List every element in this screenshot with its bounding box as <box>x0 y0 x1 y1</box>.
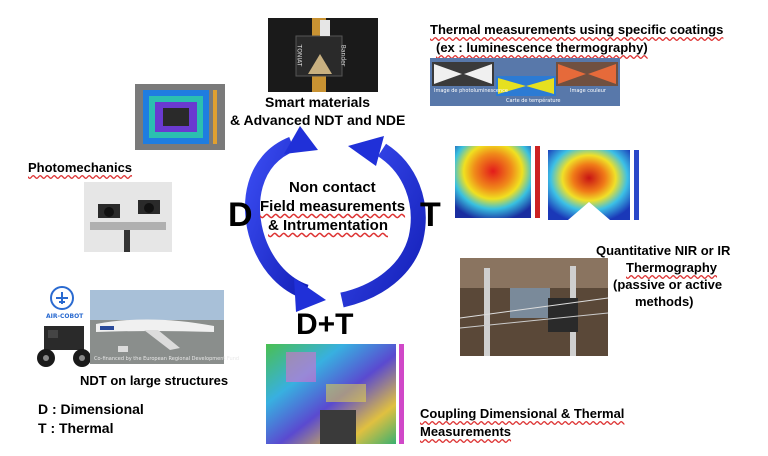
quant-line-2-text: Thermography <box>626 260 718 275</box>
center-line-1: Non contact <box>289 179 376 196</box>
coupling-line-2-text: Measurements <box>420 424 512 439</box>
airport-photo <box>90 290 240 364</box>
legend-dimensional <box>38 401 144 417</box>
sample-label-2: Bander <box>339 44 347 67</box>
airport-graphic <box>90 290 224 364</box>
coupling-field-graphic <box>266 344 408 444</box>
heatmap-right-graphic <box>548 150 642 228</box>
photomechanics-text: Photomechanics <box>28 160 133 175</box>
ir-lab-photo <box>460 258 608 356</box>
ndt-large-label: NDT on large structures <box>80 373 229 388</box>
robot-logo <box>48 286 76 314</box>
heatmap-right <box>548 150 642 228</box>
coating-strip <box>430 58 620 106</box>
coupling-field-map <box>266 344 408 444</box>
quant-line-4: methods) <box>635 294 694 309</box>
cycle-letter-dt: D+T <box>296 308 354 341</box>
coating-caption-right: Image couleur <box>570 88 606 94</box>
stereo-camera-photo <box>84 182 172 252</box>
center-line-2-text: Field measurements <box>260 198 406 215</box>
arrow-right-head <box>348 136 384 166</box>
thermal-coatings-line-2 <box>436 40 648 56</box>
robot-name: AIR-COBOT <box>46 313 84 320</box>
legend-thermal: T : Thermal <box>38 420 114 436</box>
stereo-camera-graphic <box>84 182 172 252</box>
dic-speckle-map <box>135 84 225 150</box>
coupling-line-2 <box>420 424 511 440</box>
thermal-coatings-text: Thermal measurements using specific coatings <box>430 22 724 37</box>
coating-caption-mid: Carte de température <box>506 98 561 104</box>
airport-caption: Co-financed by the European Regional Development Fund <box>94 356 240 362</box>
smart-materials-line-1: Smart materials <box>265 94 371 110</box>
quant-line-3: (passive or active <box>613 277 723 292</box>
smart-material-photo <box>268 18 378 92</box>
thermal-coatings-line-1 <box>430 22 723 38</box>
smart-material-graphic <box>268 18 378 92</box>
quant-line-1: Quantitative NIR or IR <box>596 243 731 258</box>
legend-d-text: D : Dimensional <box>38 401 144 417</box>
ir-lab-graphic <box>460 258 608 356</box>
photomechanics-label <box>28 160 132 176</box>
sample-label-1: TONIAT <box>295 44 303 67</box>
coating-caption-left: Image de photoluminescence <box>434 88 508 94</box>
center-line-3 <box>268 218 388 234</box>
coupling-line-1 <box>420 406 624 422</box>
cycle-letter-t: T <box>420 196 441 234</box>
smart-materials-line-2: & Advanced NDT and NDE <box>230 112 406 128</box>
quant-line-2 <box>626 260 717 276</box>
air-cobot-robot <box>34 320 96 372</box>
coupling-line-1-text: Coupling Dimensional & Thermal <box>420 406 625 421</box>
robot-graphic <box>34 320 96 372</box>
center-line-3-text: & Intrumentation <box>268 217 388 234</box>
plane-logo-icon <box>48 286 76 314</box>
center-line-2 <box>260 199 405 215</box>
dic-speckle-graphic <box>135 84 225 150</box>
heatmap-left-graphic <box>455 146 545 226</box>
heatmap-left <box>455 146 545 226</box>
cycle-letter-d: D <box>228 196 253 234</box>
arrow-left-head <box>294 278 326 312</box>
thermal-coatings-example: (ex : luminescence thermography) <box>436 40 648 55</box>
